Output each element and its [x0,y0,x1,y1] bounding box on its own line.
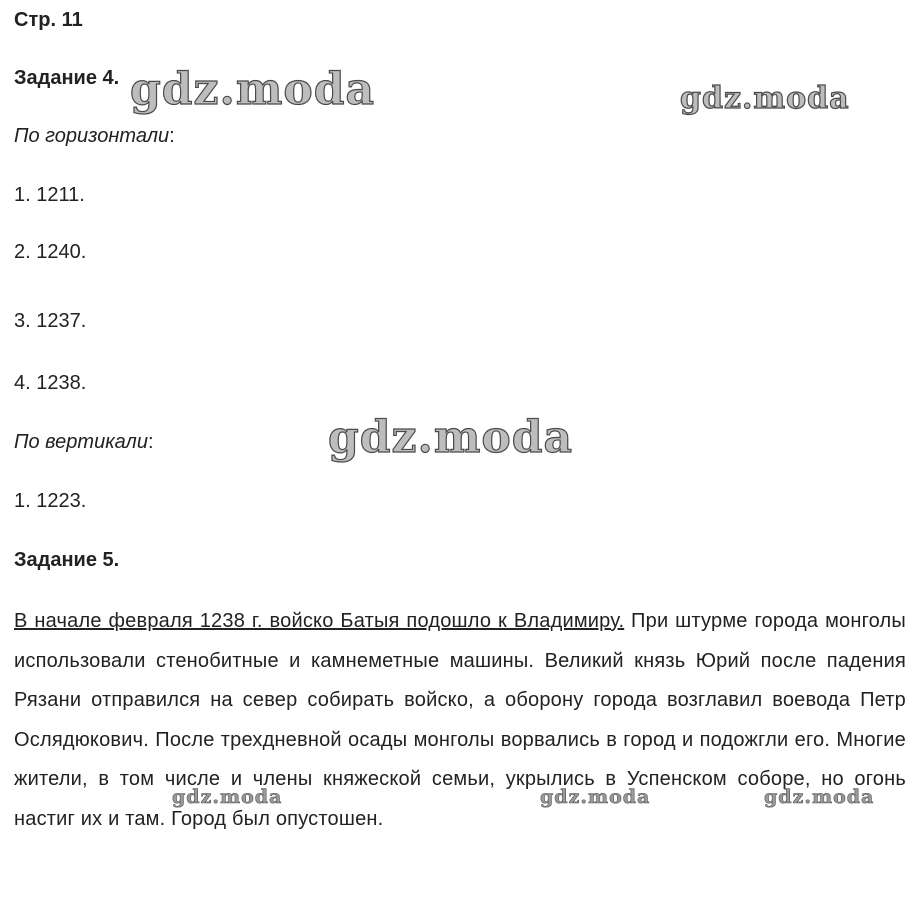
vertical-label: По вертикали [14,431,148,453]
vertical-answer-1: 1. 1223. [14,490,87,512]
task-5-underlined-sentence: В начале февраля 1238 г. войско Батыя подошло к Владимиру. [14,610,625,632]
horizontal-answer-3: 3. 1237. [14,310,87,332]
vertical-colon: : [147,431,154,453]
task-4-title: Задание 4. [14,67,120,89]
task-5-answer-text: При штурме города монголы использовали стенобитные и камнеметные машины. Великий князь Юрий после падения Рязани отправился на север собирать войско, а оборону города возглавил воевода Петр Ослядюкович. После трехдневной осады монголы ворвались в город и подожгли его. Многие жители, в том числе и члены княжеской семьи, укрылись в Успенском соборе, но огонь настиг их и там. Город был опустошен. [14,610,906,830]
horizontal-colon: : [169,125,175,147]
watermark-top-left: gdz.moda [130,64,376,115]
watermark-center: gdz.moda [328,412,574,463]
vertical-heading [14,430,154,454]
watermark-bottom-center: gdz.moda [540,786,651,808]
horizontal-heading [14,124,175,148]
task-5-answer-paragraph [14,602,906,840]
task-5-title: Задание 5. [14,549,120,571]
watermark-top-right: gdz.moda [680,81,850,116]
horizontal-answer-1: 1. 1211. [14,184,85,206]
horizontal-answer-4: 4. 1238. [14,372,87,394]
horizontal-answer-2: 2. 1240. [14,241,87,263]
watermark-bottom-left: gdz.moda [172,786,283,808]
page-heading: Стр. 11 [14,9,83,31]
horizontal-label: По горизонтали [14,125,170,147]
watermark-bottom-right: gdz.moda [764,786,875,808]
